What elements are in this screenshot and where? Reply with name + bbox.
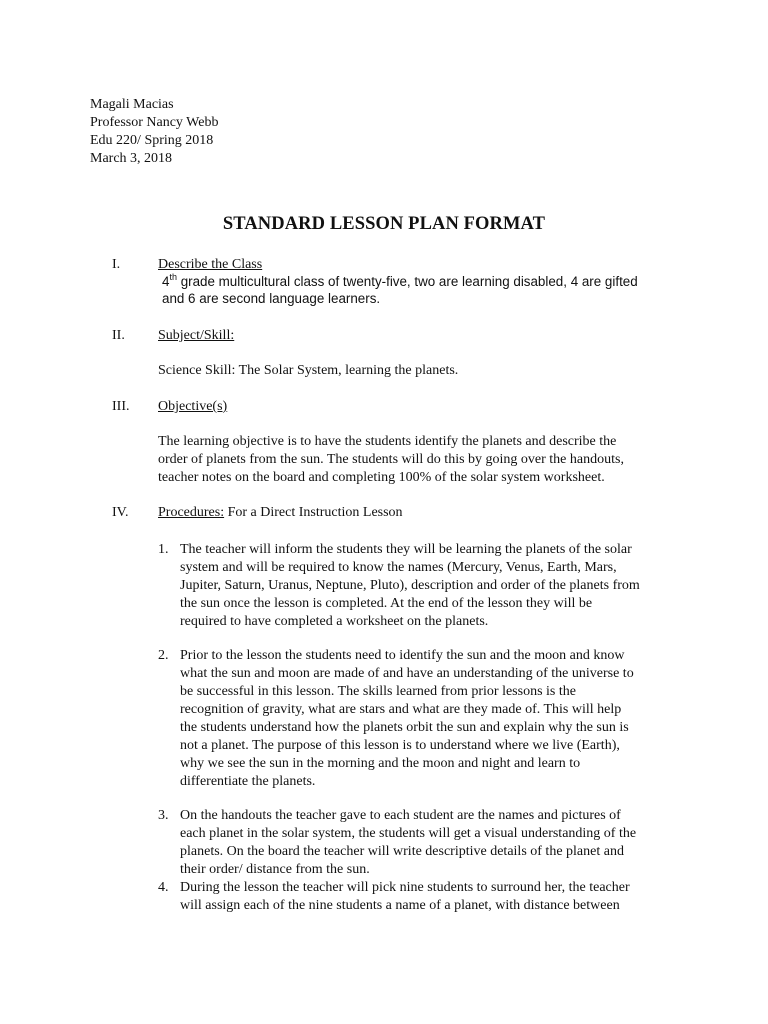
- item-number: 4.: [158, 880, 169, 895]
- item-number: 2.: [158, 648, 169, 663]
- item-text: Prior to the lesson the students need to identify the sun and the moon and know what the sun and moon are made of and have an understanding of the universe to be successful in this lesson. The skills learned from prior lessons is the recognition of gravity, what are stars and what are they made of. This will help the students understand how the planets orbit the sun and explain why the sun is not a planet. The purpose of this lesson is to understand where we live (Earth), why we see the sun in the morning and the moon and night and learn to differentiate the planets.: [180, 648, 634, 789]
- author-header: [90, 96, 218, 168]
- section-heading: Subject/Skill:: [158, 328, 235, 343]
- class-description: [162, 273, 662, 307]
- class-description-line: 4th grade multicultural class of twenty-five, two are learning disabled, 4 are gifted: [162, 272, 638, 289]
- paragraph-line: teacher notes on the board and completing 100% of the solar system worksheet.: [158, 470, 605, 485]
- item-number: 1.: [158, 542, 169, 557]
- item-text: During the lesson the teacher will pick nine students to surround her, the teacher will assign each of the nine students a name of a planet, with distance between: [180, 880, 630, 913]
- section-heading: Procedures: For a Direct Instruction Lesson: [158, 505, 403, 520]
- section-numeral: IV.: [112, 505, 129, 520]
- paragraph-line: The learning objective is to have the students identify the planets and describe the: [158, 434, 617, 449]
- section-numeral: I.: [112, 257, 121, 272]
- section-heading: Describe the Class: [158, 257, 263, 272]
- paragraph-line: order of planets from the sun. The students will do this by going over the handouts,: [158, 452, 624, 467]
- section-heading: Objective(s): [158, 399, 228, 414]
- item-text: On the handouts the teacher gave to each student are the names and pictures of each planet in the solar system, the students will get a visual understanding of the planets. On the board the teacher will write descriptive details of the planet and their order/ distance from the sun.: [180, 808, 637, 877]
- section-numeral: II.: [112, 328, 125, 343]
- class-description-line: and 6 are second language learners.: [162, 291, 381, 306]
- date-line: March 3, 2018: [90, 151, 173, 166]
- professor-name: Professor Nancy Webb: [90, 115, 219, 130]
- subject-text: Science Skill: The Solar System, learning the planets.: [158, 363, 459, 378]
- student-name: Magali Macias: [90, 97, 174, 112]
- item-text: The teacher will inform the students they will be learning the planets of the solar system and will be required to know the names (Mercury, Venus, Earth, Mars, Jupiter, Saturn, Uranus, Neptune, Pluto), description and order of the planets from the sun once the lesson is completed. At the end of the lesson they will be required to have completed a worksheet on the planets.: [180, 542, 640, 629]
- course-line: Edu 220/ Spring 2018: [90, 133, 214, 148]
- objective-text: [158, 433, 668, 487]
- document-title: STANDARD LESSON PLAN FORMAT: [222, 214, 546, 234]
- item-number: 3.: [158, 808, 169, 823]
- section-numeral: III.: [112, 399, 130, 414]
